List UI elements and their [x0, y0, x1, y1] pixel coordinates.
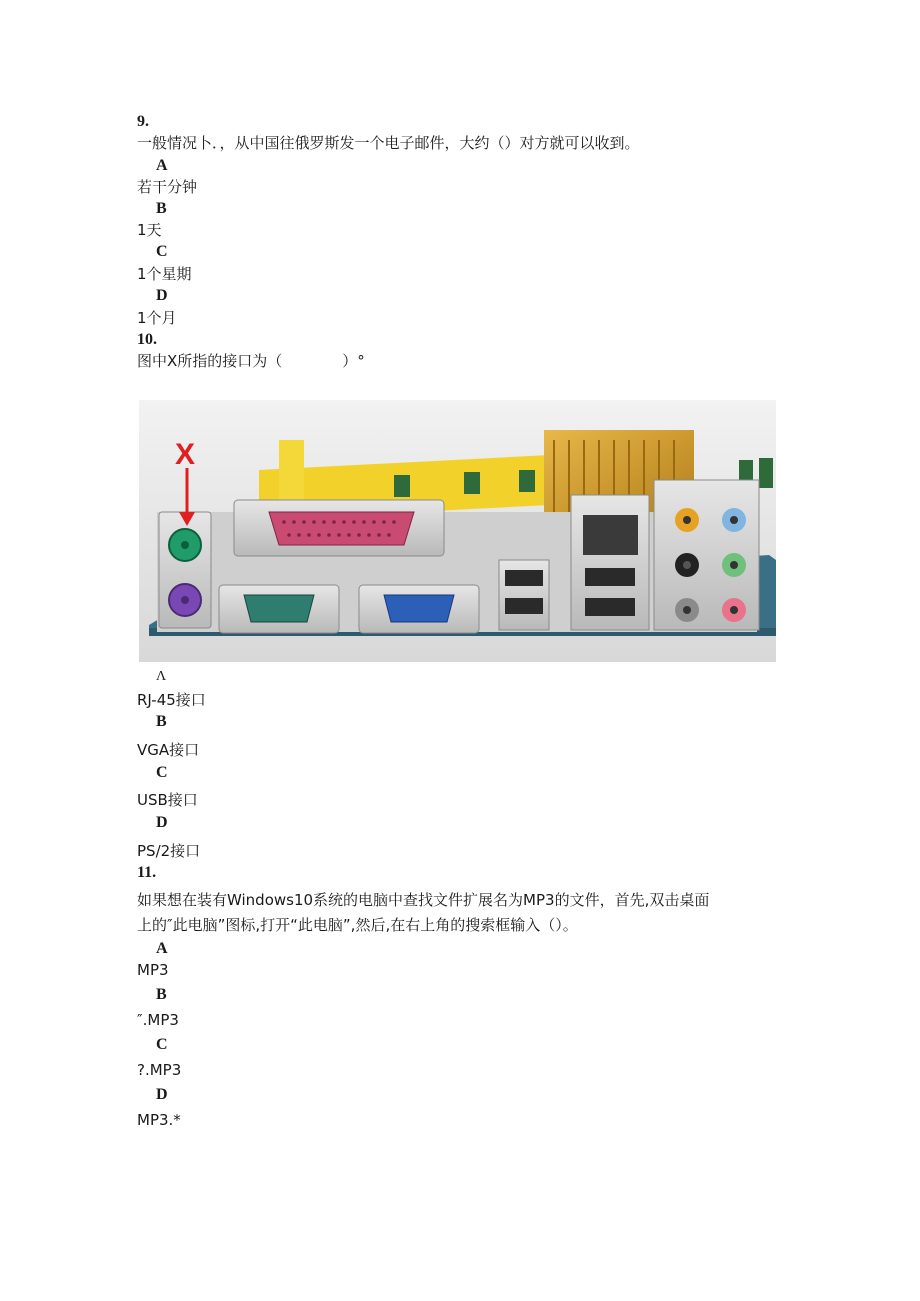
question-10-option-a-text: RJ-45接口 [137, 691, 206, 709]
question-10-option-b-label: B [156, 713, 167, 730]
question-11-option-a-label: A [156, 940, 168, 957]
question-9-option-b-label: B [156, 200, 167, 217]
question-9-stem: 一般情况卜．，从中国往俄罗斯发一个电子邮件，大约（）对方就可以收到。 [137, 134, 640, 152]
question-10-option-c-label: C [156, 764, 168, 781]
question-11-option-c-text: ?.MP3 [137, 1061, 182, 1079]
question-9-option-d-text: 1个月 [137, 309, 177, 327]
question-9-number: 9. [137, 113, 149, 130]
question-11-option-b-text: ″.MP3 [137, 1011, 179, 1029]
question-9-option-a-text: 若干分钟 [137, 178, 198, 196]
question-9-option-a-label: A [156, 157, 168, 174]
question-9-option-c-text: 1个星期 [137, 265, 192, 283]
question-11-option-a-text: MP3 [137, 961, 169, 979]
question-9-option-d-label: D [156, 287, 168, 304]
question-11-stem-line1: 如果想在装有Windows10系统的电脑中查找文件扩展名为MP3的文件，首先,双击桌面 [137, 891, 710, 909]
question-11-option-d-text: MP3.* [137, 1111, 181, 1129]
question-10-number: 10. [137, 331, 157, 348]
question-11-number: 11. [137, 864, 157, 881]
question-11-option-c-label: C [156, 1036, 168, 1053]
question-10-option-b-text: VGA接口 [137, 741, 200, 759]
question-9-option-b-text: 1天 [137, 221, 162, 239]
question-10-stem: 图中X所指的接口为（ ）° [137, 352, 365, 370]
question-10-option-d-text: PS/2接口 [137, 842, 201, 860]
x-marker-label: X [175, 438, 196, 471]
question-11-option-b-label: B [156, 986, 167, 1003]
question-10-option-a-label: Λ [156, 669, 167, 684]
question-9-option-c-label: C [156, 243, 168, 260]
question-10-option-d-label: D [156, 814, 168, 831]
question-11-stem-line2: 上的″此电脑”图标,打开“此电脑”,然后,在右上角的搜索框输入（）。 [137, 916, 578, 934]
question-10-option-c-text: USB接口 [137, 791, 198, 809]
motherboard-ports-photo [139, 400, 776, 662]
question-11-option-d-label: D [156, 1086, 168, 1103]
